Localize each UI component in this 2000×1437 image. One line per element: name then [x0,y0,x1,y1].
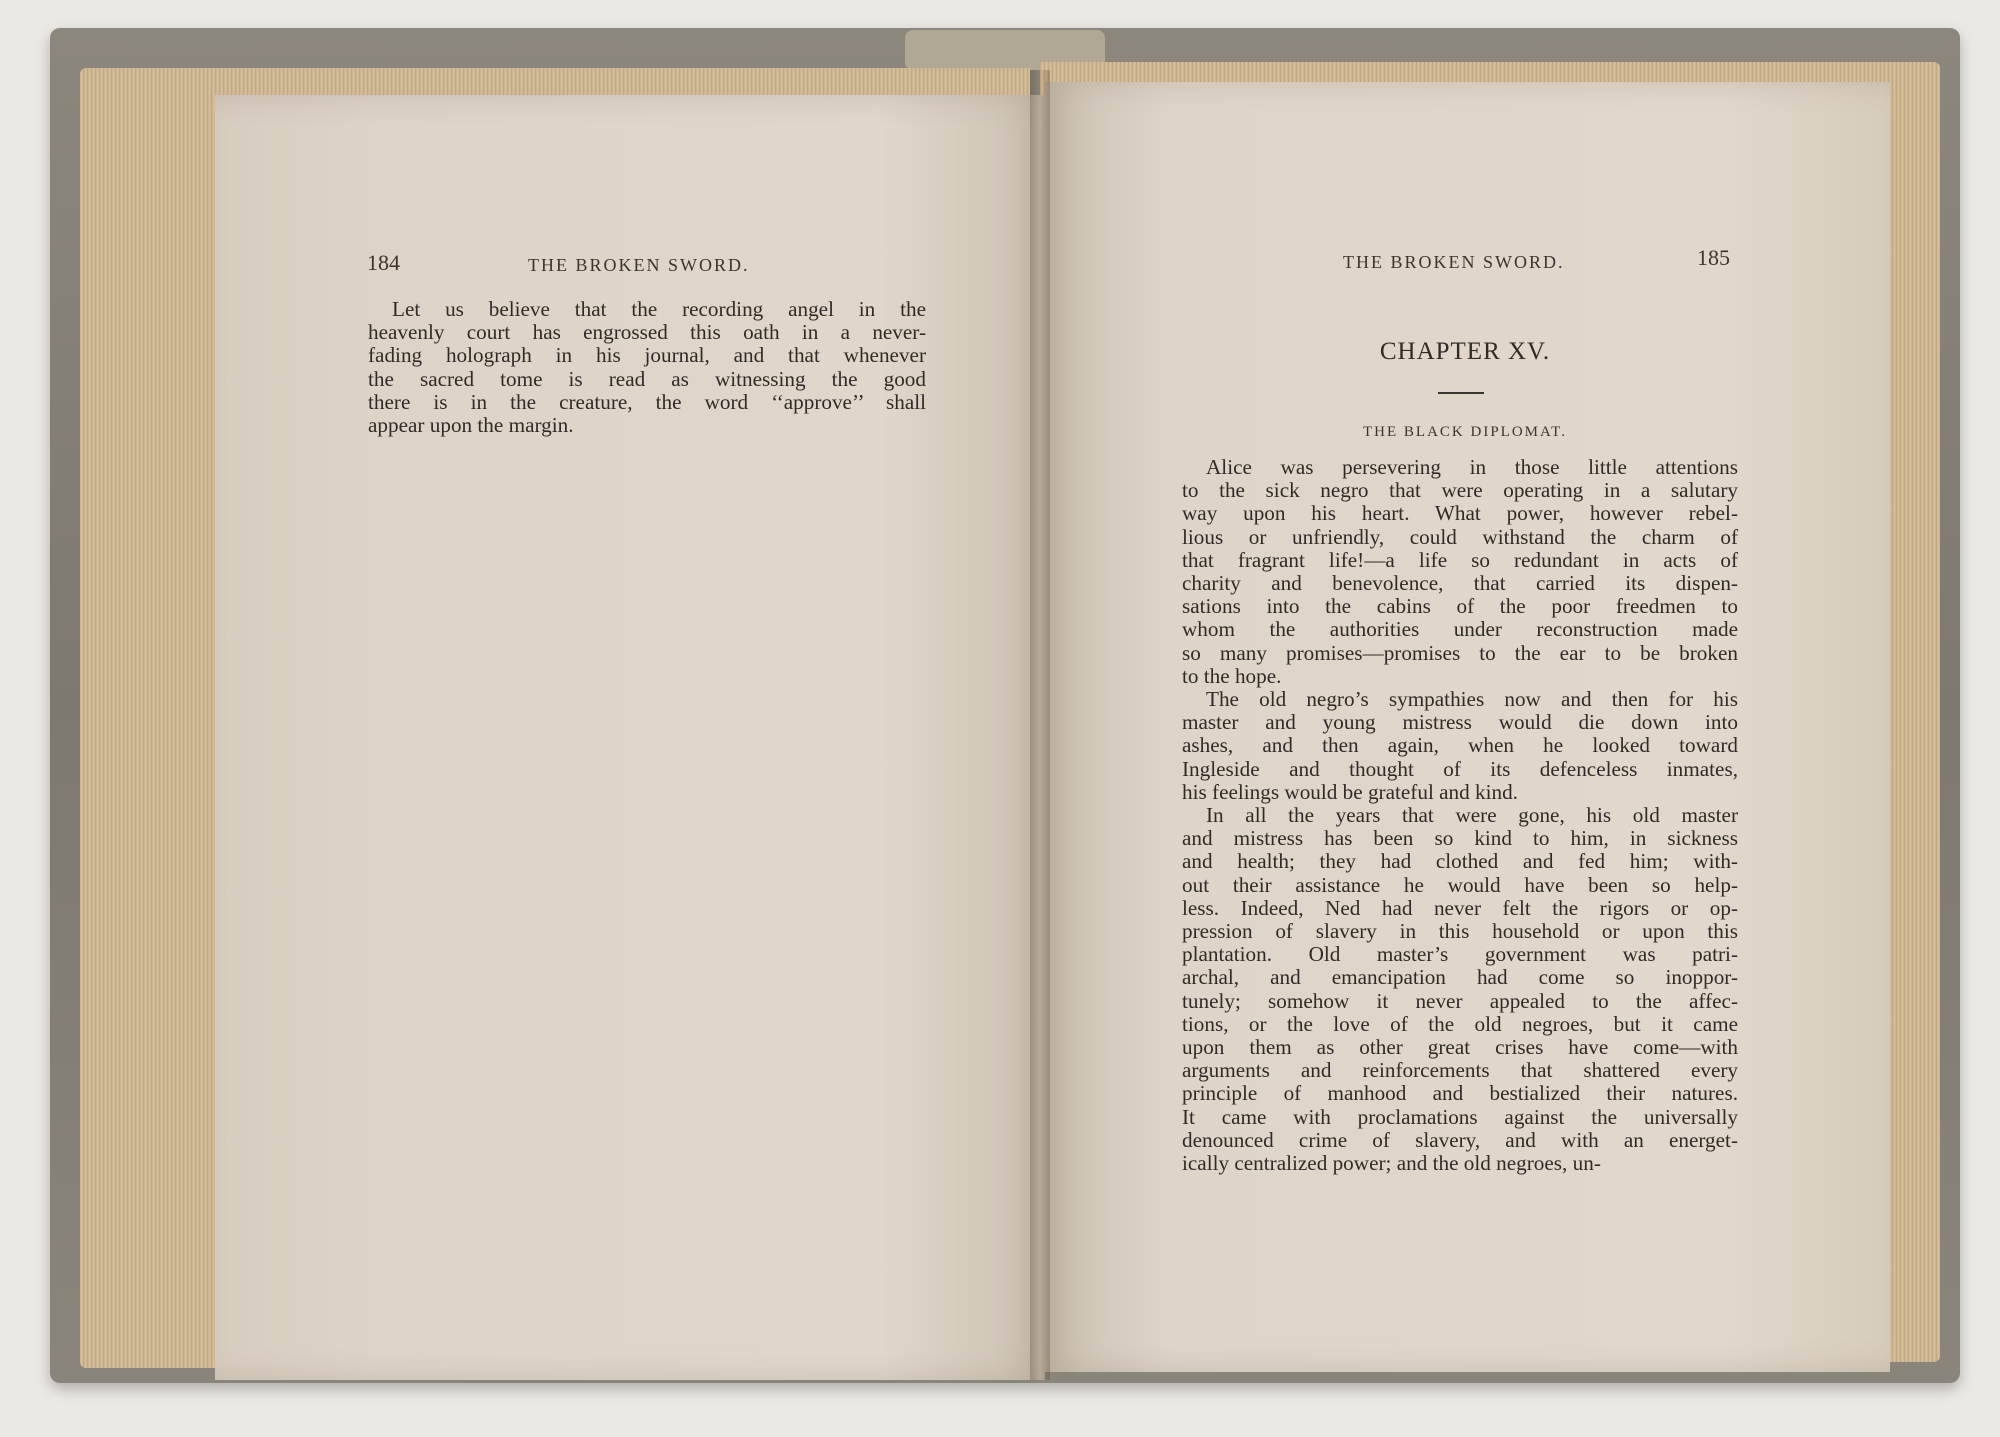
left-page [215,95,1045,1380]
text-line: ically centralized power; and the old negroes, un- [1182,1151,1601,1176]
text-line: sations into the cabins of the poor freedmen to [1182,594,1738,619]
text-line: and health; they had clothed and fed him; with- [1182,849,1738,874]
text-line: charity and benevolence, that carried its dispen- [1182,571,1738,596]
text-line: to the hope. [1182,663,1282,688]
left-running-head: THE BROKEN SWORD. [528,255,750,275]
text-line: It came with proclamations against the universally [1182,1104,1738,1129]
text-line: heavenly court has engrossed this oath in a never- [368,320,926,345]
text-line: plantation. Old master’s government was patri- [1182,942,1738,967]
text-line: Let us believe that the recording angel in the [392,297,926,321]
text-line: and mistress has been so kind to him, in sickness [1182,826,1738,851]
text-line: ashes, and then again, when he looked toward [1182,733,1738,758]
text-line: pression of slavery in this household or upon this [1182,919,1738,944]
book-gutter [1030,70,1050,1380]
chapter-title: CHAPTER XV. [1379,338,1551,365]
text-line: principle of manhood and bestialized their natures. [1182,1081,1738,1106]
text-line: appear upon the margin. [368,413,574,438]
left-page-body [368,298,926,437]
text-line: tions, or the love of the old negroes, but it came [1182,1011,1738,1036]
text-line: fading holograph in his journal, and that whenever [368,343,926,368]
right-running-head: THE BROKEN SWORD. [1343,252,1565,272]
text-line: archal, and emancipation had come so inoppor- [1182,965,1738,990]
left-page-number: 184 [367,250,400,275]
text-line: master and young mistress would die down into [1182,710,1738,735]
text-line: so many promises—promises to the ear to be broken [1182,640,1738,665]
text-line: tunely; somehow it never appealed to the affec- [1182,988,1738,1013]
text-line: denounced crime of slavery, and with an energet- [1182,1127,1738,1152]
text-line: upon them as other great crises have come—with [1182,1035,1738,1060]
chapter-rule [1438,392,1484,394]
text-line: whom the authorities under reconstruction made [1182,617,1738,642]
text-line: In all the years that were gone, his old master [1206,803,1738,828]
text-line: The old negro’s sympathies now and then for his [1206,687,1738,712]
text-line: Alice was persevering in those little attentions [1206,455,1738,479]
text-line: to the sick negro that were operating in a salutary [1182,478,1738,503]
chapter-subtitle: THE BLACK DIPLOMAT. [1363,424,1567,440]
text-line: his feelings would be grateful and kind. [1182,779,1518,804]
text-line: lious or unfriendly, could withstand the charm of [1182,524,1738,549]
text-line: out their assistance he would have been so help- [1182,872,1738,897]
text-line: less. Indeed, Ned had never felt the rigors or op- [1182,895,1738,920]
text-line: that fragrant life!—a life so redundant in acts of [1182,547,1738,572]
text-line: way upon his heart. What power, however rebel- [1182,501,1738,526]
right-page-body [1182,456,1738,1175]
text-line: the sacred tome is read as witnessing the good [368,366,926,391]
right-page-number: 185 [1697,245,1730,270]
text-line: there is in the creature, the word ‘‘approve’’ shall [368,389,926,414]
text-line: Ingleside and thought of its defenceless inmates, [1182,756,1738,781]
text-line: arguments and reinforcements that shattered every [1182,1058,1738,1083]
